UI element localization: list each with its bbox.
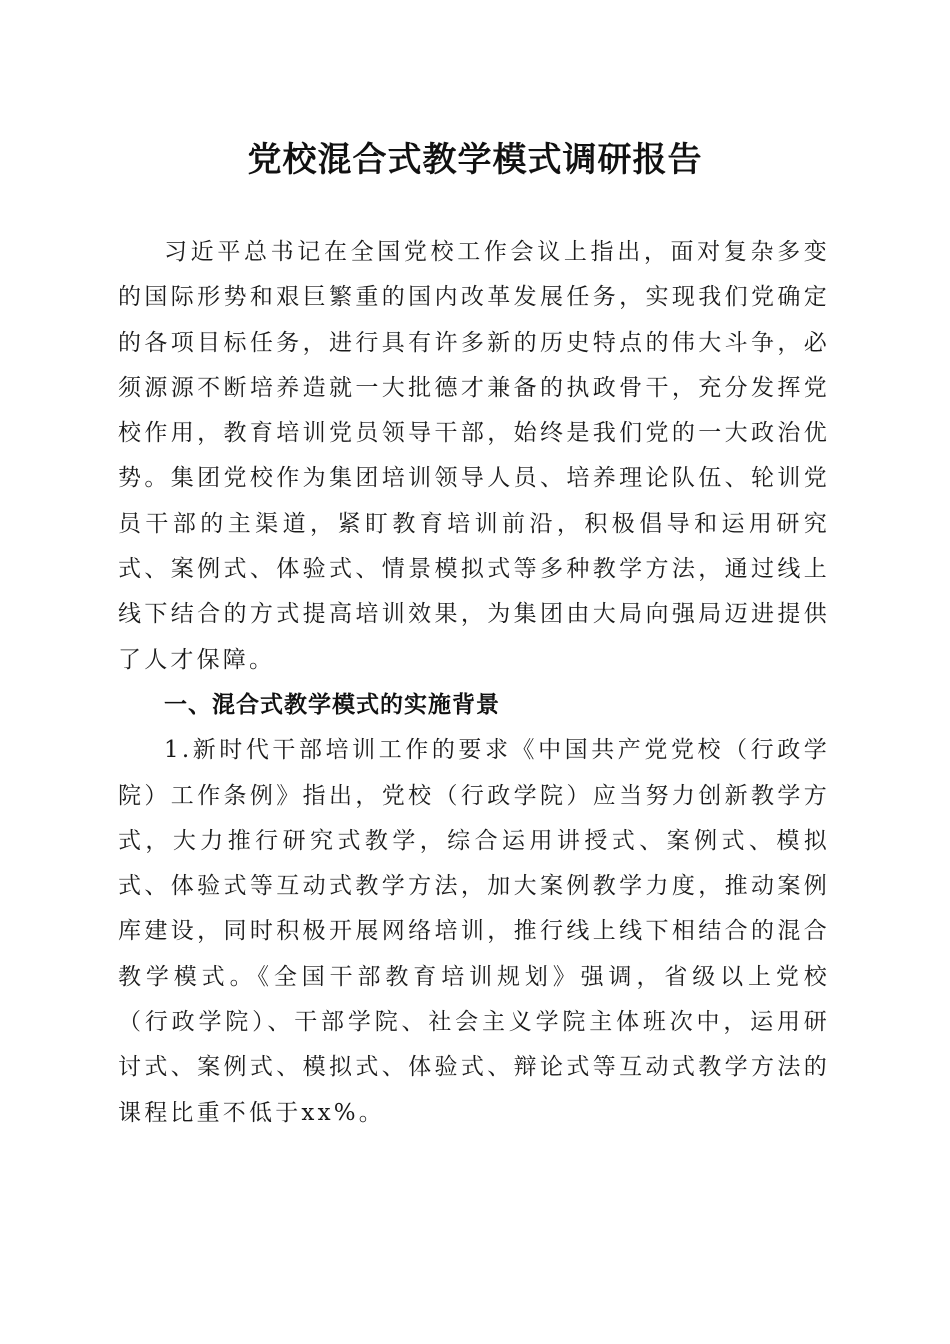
intro-paragraph: 习近平总书记在全国党校工作会议上指出，面对复杂多变的国际形势和艰巨繁重的国内改革发展任务，实现我们党确定的各项目标任务，进行具有许多新的历史特点的伟大斗争，必须源源不断培养造就一大批德才兼备的执政骨干，充分发挥党校作用，教育培训党员领导干部，始终是我们党的一大政治优势。集团党校作为集团培训领导人员、培养理论队伍、轮训党员干部的主渠道，紧盯教育培训前沿，积极倡导和运用研究式、案例式、体验式、情景模拟式等多种教学方法，通过线上线下结合的方式提高培训效果，为集团由大局向强局迈进提供了人才保障。 [118, 239, 830, 673]
section-1-paragraph-1: 1.新时代干部培训工作的要求《中国共产党党校（行政学院）工作条例》指出，党校（行政学院）应当努力创新教学方式，大力推行研究式教学，综合运用讲授式、案例式、模拟式、体验式等互动式教学方法，加大案例教学力度，推动案例库建设，同时积极开展网络培训，推行线上线下相结合的混合教学模式。《全国干部教育培训规划》强调，省级以上党校（行政学院）、干部学院、社会主义学院主体班次中，运用研讨式、案例式、模拟式、体验式、辩论式等互动式教学方法的课程比重不低于xx%。 [118, 737, 830, 1126]
document-body [118, 230, 830, 1136]
document-title: 党校混合式教学模式调研报告 [247, 140, 703, 180]
section-heading-background: 一、混合式教学模式的实施背景 [164, 691, 500, 718]
